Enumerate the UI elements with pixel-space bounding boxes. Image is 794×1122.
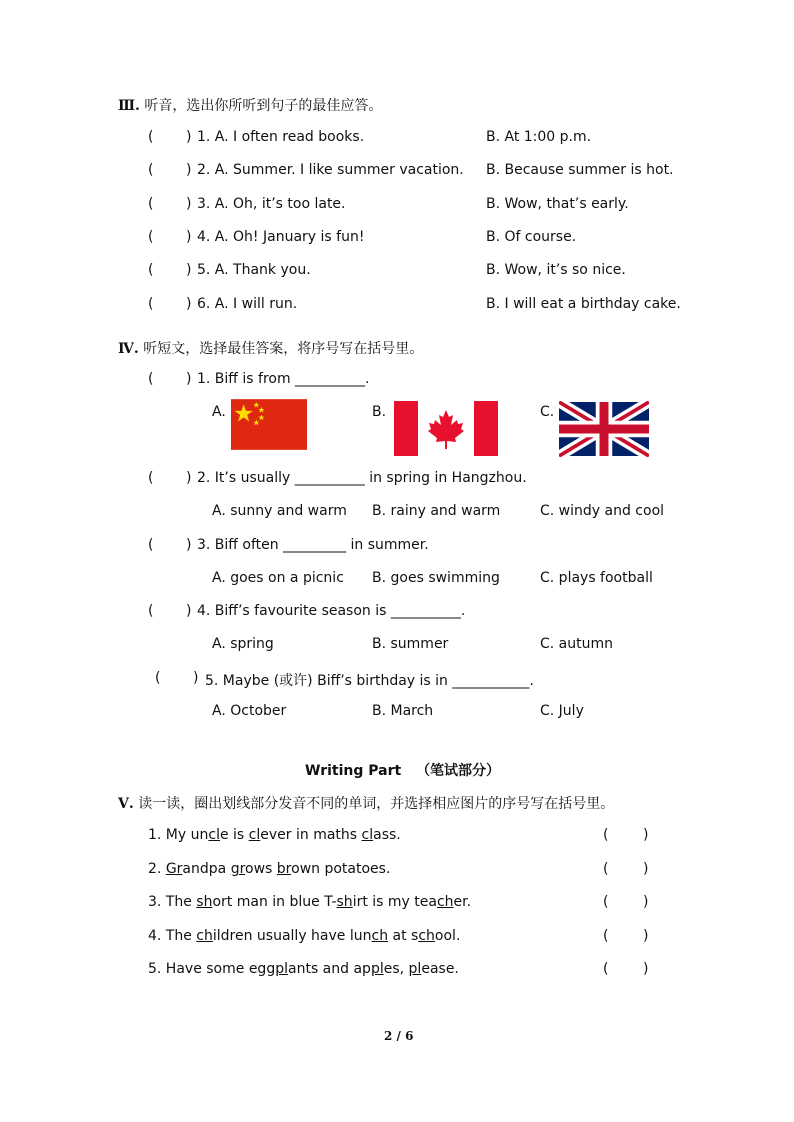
question-text-post: ) Biff’s birthday is in ___________. [307, 673, 534, 689]
section-5-number: Ⅴ. [118, 796, 134, 812]
underlined-letters: ch [371, 928, 389, 944]
option-a: A. sunny and warm [212, 503, 347, 519]
uk-flag-icon [559, 401, 649, 457]
canada-flag-icon [394, 401, 498, 456]
answer-paren-close[interactable]: ) [193, 670, 199, 686]
section-3-title: 听音，选出你所听到句子的最佳应答。 [144, 98, 383, 114]
underlined-letters: ch [196, 928, 213, 944]
section-5-title: 读一读，圈出划线部分发音不同的单词，并选择相应图片的序号写在括号里。 [138, 796, 615, 812]
sentence-fragment: own potatoes. [291, 861, 391, 877]
option-a: A. goes on a picnic [212, 570, 344, 586]
underlined-letters: pl [408, 961, 422, 977]
answer-paren-open: ( [148, 537, 154, 553]
underlined-letters: ch [418, 928, 435, 944]
option-b: B. Wow, it’s so nice. [486, 262, 626, 278]
underlined-letters: pl [370, 961, 384, 977]
answer-paren-close[interactable]: ) [186, 162, 192, 178]
sentence-fragment: at s [388, 928, 419, 944]
question-text-chinese: 或许 [279, 673, 308, 689]
option-c: C. July [540, 703, 584, 719]
option-a: 1. A. I often read books. [197, 129, 365, 145]
china-flag-icon [231, 399, 307, 450]
sentence-fragment: ool. [434, 928, 461, 944]
answer-paren-close[interactable]: ) [643, 827, 649, 843]
option-b: B. goes swimming [372, 570, 500, 586]
answer-paren-close[interactable]: ) [643, 961, 649, 977]
section-4-title: 听短文，选择最佳答案，将序号写在括号里。 [143, 341, 424, 357]
option-b: B. Of course. [486, 229, 577, 245]
option-b-label: B. [372, 404, 387, 420]
option-b: B. At 1:00 p.m. [486, 129, 592, 145]
option-c: C. plays football [540, 570, 653, 586]
sentence-fragment: ever in maths [260, 827, 362, 843]
writing-part-title: Writing Part [305, 763, 402, 779]
option-a: 5. A. Thank you. [197, 262, 311, 278]
sentence-fragment: 3. The [148, 894, 197, 910]
writing-part-heading [305, 760, 500, 780]
answer-paren-open: ( [603, 827, 609, 843]
underlined-letters: cl [208, 827, 220, 843]
answer-paren-open: ( [148, 262, 154, 278]
option-a-label: A. [212, 404, 226, 420]
answer-paren-open: ( [148, 603, 154, 619]
sentence-fragment: ildren usually have lun [212, 928, 372, 944]
answer-paren-close[interactable]: ) [186, 262, 192, 278]
answer-paren-open: ( [148, 229, 154, 245]
phonics-sentence [148, 894, 471, 910]
phonics-sentence [148, 961, 459, 977]
underlined-letters: Gr [165, 861, 183, 877]
option-a: 2. A. Summer. I like summer vacation. [197, 162, 464, 178]
answer-paren-open: ( [148, 196, 154, 212]
answer-paren-close[interactable]: ) [643, 894, 649, 910]
question-text: 3. Biff often _________ in summer. [197, 537, 429, 553]
answer-paren-close[interactable]: ) [186, 470, 192, 486]
phonics-sentence [148, 827, 401, 843]
question-text: 4. Biff’s favourite season is __________. [197, 603, 466, 619]
sentence-fragment: irt is my tea [352, 894, 437, 910]
option-a: A. spring [212, 636, 274, 652]
answer-paren-close[interactable]: ) [186, 196, 192, 212]
answer-paren-open: ( [603, 861, 609, 877]
sentence-fragment: 2. [148, 861, 166, 877]
answer-paren-open: ( [148, 470, 154, 486]
underlined-letters: gr [230, 861, 246, 877]
answer-paren-open: ( [148, 296, 154, 312]
sentence-fragment: ows [245, 861, 277, 877]
answer-paren-close[interactable]: ) [186, 603, 192, 619]
answer-paren-open: ( [603, 928, 609, 944]
option-a: A. October [212, 703, 287, 719]
underlined-letters: cl [361, 827, 374, 843]
answer-paren-open: ( [148, 371, 154, 387]
sentence-fragment: es, [383, 961, 409, 977]
underlined-letters: ch [436, 894, 454, 910]
option-b: B. I will eat a birthday cake. [486, 296, 681, 312]
question-text [205, 670, 534, 690]
sentence-fragment: ass. [373, 827, 401, 843]
option-b: B. Wow, that’s early. [486, 196, 629, 212]
sentence-fragment: e is [219, 827, 249, 843]
option-a: 3. A. Oh, it’s too late. [197, 196, 346, 212]
underlined-letters: cl [248, 827, 261, 843]
section-5-heading [118, 793, 614, 813]
sentence-fragment: 5. Have some egg [148, 961, 276, 977]
answer-paren-close[interactable]: ) [643, 928, 649, 944]
answer-paren-open: ( [603, 894, 609, 910]
sentence-fragment: er. [453, 894, 472, 910]
underlined-letters: pl [275, 961, 288, 977]
answer-paren-close[interactable]: ) [186, 296, 192, 312]
option-b: B. summer [372, 636, 449, 652]
sentence-fragment: ants and ap [288, 961, 371, 977]
answer-paren-close[interactable]: ) [643, 861, 649, 877]
question-text: 2. It’s usually __________ in spring in Hangzhou. [197, 470, 527, 486]
sentence-fragment: ort man in blue T- [212, 894, 337, 910]
sentence-fragment: ease. [421, 961, 459, 977]
sentence-fragment: 4. The [148, 928, 197, 944]
question-text: 1. Biff is from __________. [197, 371, 370, 387]
writing-part-subtitle: （笔试部分） [416, 763, 501, 779]
page-number: 2 / 6 [384, 1029, 414, 1043]
underlined-letters: sh [336, 894, 353, 910]
answer-paren-open: ( [155, 670, 161, 686]
option-b: B. rainy and warm [372, 503, 501, 519]
answer-paren-close[interactable]: ) [186, 537, 192, 553]
option-c-label: C. [540, 404, 555, 420]
underlined-letters: sh [196, 894, 213, 910]
option-b: B. Because summer is hot. [486, 162, 674, 178]
answer-paren-open: ( [148, 129, 154, 145]
underlined-letters: br [276, 861, 292, 877]
section-3-heading [118, 95, 382, 115]
answer-paren-close[interactable]: ) [186, 229, 192, 245]
option-c: C. autumn [540, 636, 614, 652]
section-3-number: Ⅲ. [118, 98, 140, 114]
answer-paren-open: ( [603, 961, 609, 977]
sentence-fragment: andpa [182, 861, 231, 877]
answer-paren-close[interactable]: ) [186, 129, 192, 145]
option-a: 4. A. Oh! January is fun! [197, 229, 365, 245]
section-4-heading [118, 338, 423, 358]
answer-paren-open: ( [148, 162, 154, 178]
option-b: B. March [372, 703, 434, 719]
question-text-pre: 5. Maybe ( [205, 673, 280, 689]
phonics-sentence [148, 928, 460, 944]
sentence-fragment: 1. My un [148, 827, 209, 843]
option-a: 6. A. I will run. [197, 296, 298, 312]
phonics-sentence [148, 861, 390, 877]
option-c: C. windy and cool [540, 503, 665, 519]
answer-paren-close[interactable]: ) [186, 371, 192, 387]
section-4-number: Ⅳ. [118, 341, 139, 357]
